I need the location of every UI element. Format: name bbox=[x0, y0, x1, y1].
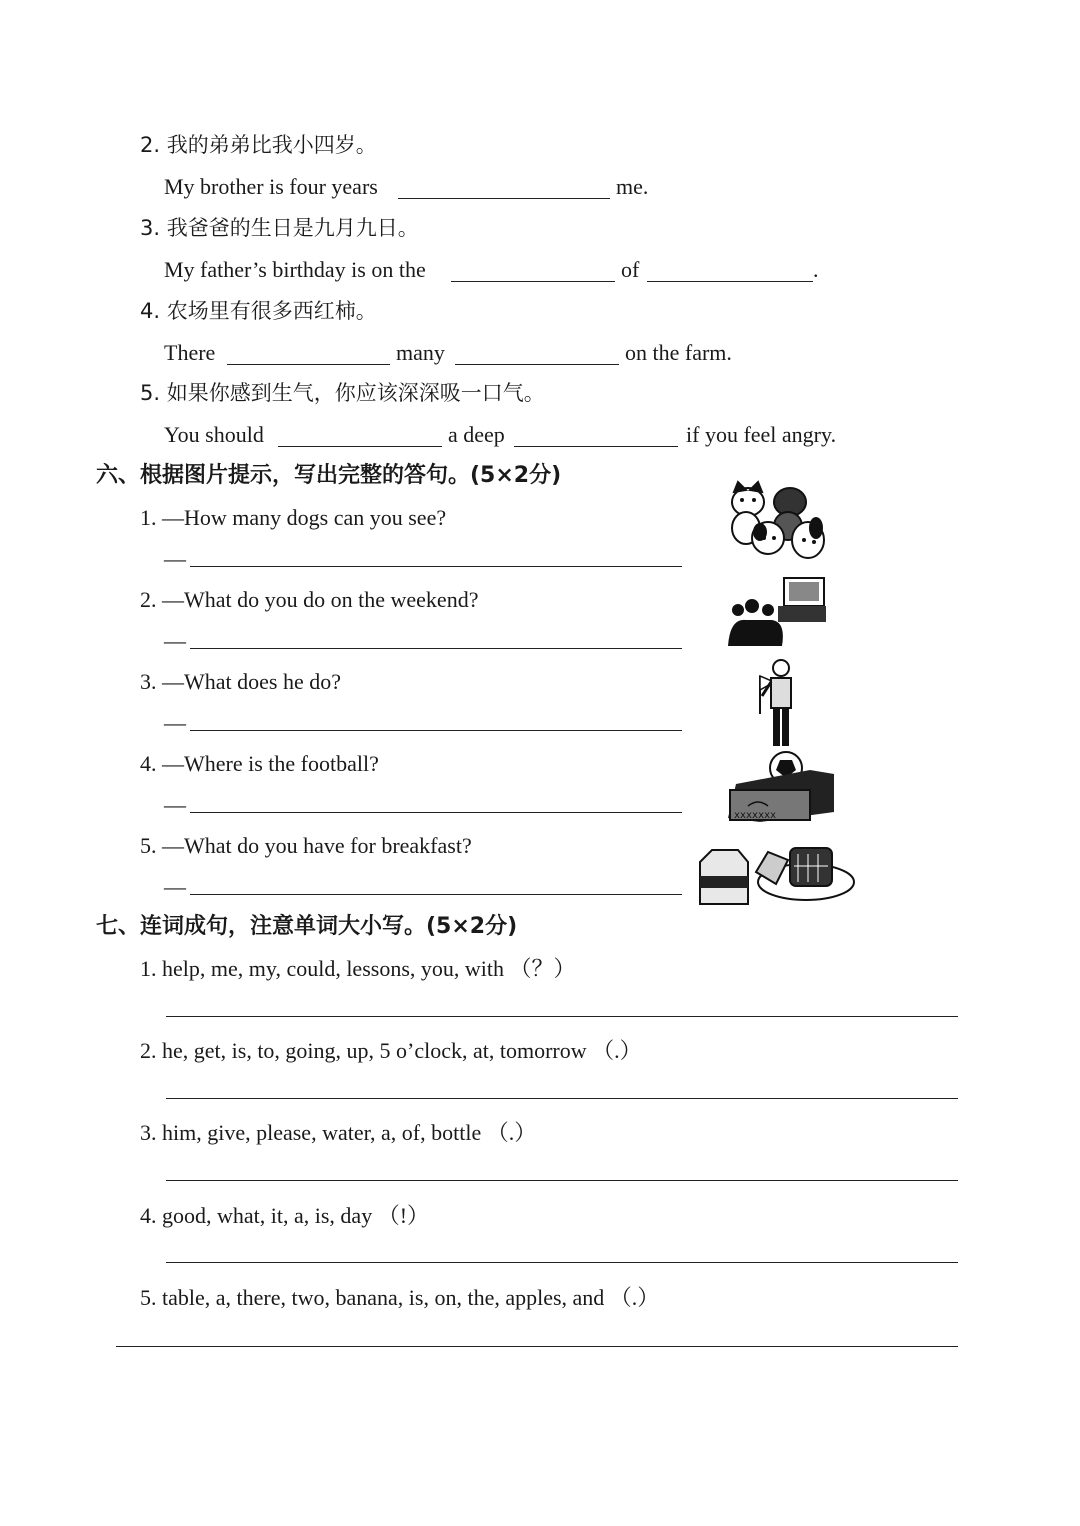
football-on-box-picture bbox=[724, 750, 836, 824]
section-6-heading: 六、根据图片提示，写出完整的答句。(5×2分) bbox=[96, 463, 562, 488]
answer-blank[interactable] bbox=[451, 281, 615, 282]
section-7-item-1: 1. help, me, my, could, lessons, you, with （？） bbox=[140, 956, 576, 981]
translation-item-4-english-start: There bbox=[164, 340, 216, 365]
section-7-item-5: 5. table, a, there, two, banana, is, on, the, apples, and （.） bbox=[140, 1285, 660, 1310]
answer-dash: — bbox=[164, 792, 186, 817]
translation-item-4-english-end: on the farm. bbox=[625, 340, 732, 365]
answer-blank[interactable] bbox=[227, 364, 390, 365]
translation-item-4-chinese: 4. 农场里有很多西红柿。 bbox=[140, 299, 377, 323]
translation-item-3-english-mid: of bbox=[621, 257, 640, 282]
answer-dash: — bbox=[164, 710, 186, 735]
answer-dash: — bbox=[164, 628, 186, 653]
answer-dash: — bbox=[164, 546, 186, 571]
translation-item-5-chinese: 5. 如果你感到生气，你应该深深吸一口气。 bbox=[140, 381, 545, 405]
dogs-picture bbox=[724, 480, 830, 568]
answer-line[interactable] bbox=[190, 730, 682, 731]
section-7-item-4: 4. good, what, it, a, is, day （!） bbox=[140, 1203, 430, 1228]
family-watching-tv-picture bbox=[726, 576, 830, 650]
svg-text:xxxxxxx: xxxxxxx bbox=[734, 810, 777, 821]
translation-item-5-english-start: You should bbox=[164, 422, 264, 447]
answer-blank[interactable] bbox=[455, 364, 619, 365]
answer-line[interactable] bbox=[166, 1098, 958, 1099]
translation-item-2-english-end: me. bbox=[616, 174, 649, 199]
answer-line[interactable] bbox=[190, 648, 682, 649]
answer-dash: — bbox=[164, 874, 186, 899]
milk-and-bread-picture bbox=[694, 840, 856, 910]
answer-blank[interactable] bbox=[647, 281, 813, 282]
answer-line[interactable] bbox=[166, 1180, 958, 1181]
translation-item-2-chinese: 2. 我的弟弟比我小四岁。 bbox=[140, 133, 377, 157]
section-6-question-5: 5. —What do you have for breakfast? bbox=[140, 833, 472, 858]
answer-line[interactable] bbox=[166, 1262, 958, 1263]
answer-line[interactable] bbox=[190, 566, 682, 567]
translation-item-3-english-start: My father’s birthday is on the bbox=[164, 257, 426, 282]
section-7-heading: 七、连词成句，注意单词大小写。(5×2分) bbox=[96, 914, 518, 939]
section-7-item-2: 2. he, get, is, to, going, up, 5 o’clock, at, tomorrow （.） bbox=[140, 1038, 642, 1063]
man-with-flag-picture bbox=[754, 656, 802, 750]
translation-item-5-english-mid: a deep bbox=[448, 422, 505, 447]
section-7-item-3: 3. him, give, please, water, a, of, bottle （.） bbox=[140, 1120, 537, 1145]
answer-line[interactable] bbox=[116, 1346, 958, 1347]
answer-line[interactable] bbox=[166, 1016, 958, 1017]
translation-item-5-english-end: if you feel angry. bbox=[686, 422, 837, 447]
answer-blank[interactable] bbox=[278, 446, 442, 447]
section-6-question-1: 1. —How many dogs can you see? bbox=[140, 505, 447, 530]
answer-blank[interactable] bbox=[398, 198, 610, 199]
translation-item-3-english-end: . bbox=[813, 257, 819, 282]
translation-item-4-english-mid: many bbox=[396, 340, 445, 365]
answer-line[interactable] bbox=[190, 812, 682, 813]
answer-line[interactable] bbox=[190, 894, 682, 895]
section-6-question-3: 3. —What does he do? bbox=[140, 669, 341, 694]
section-6-question-2: 2. —What do you do on the weekend? bbox=[140, 587, 479, 612]
answer-blank[interactable] bbox=[514, 446, 678, 447]
section-6-question-4: 4. —Where is the football? bbox=[140, 751, 379, 776]
translation-item-3-chinese: 3. 我爸爸的生日是九月九日。 bbox=[140, 216, 419, 240]
translation-item-2-english-start: My brother is four years bbox=[164, 174, 378, 199]
